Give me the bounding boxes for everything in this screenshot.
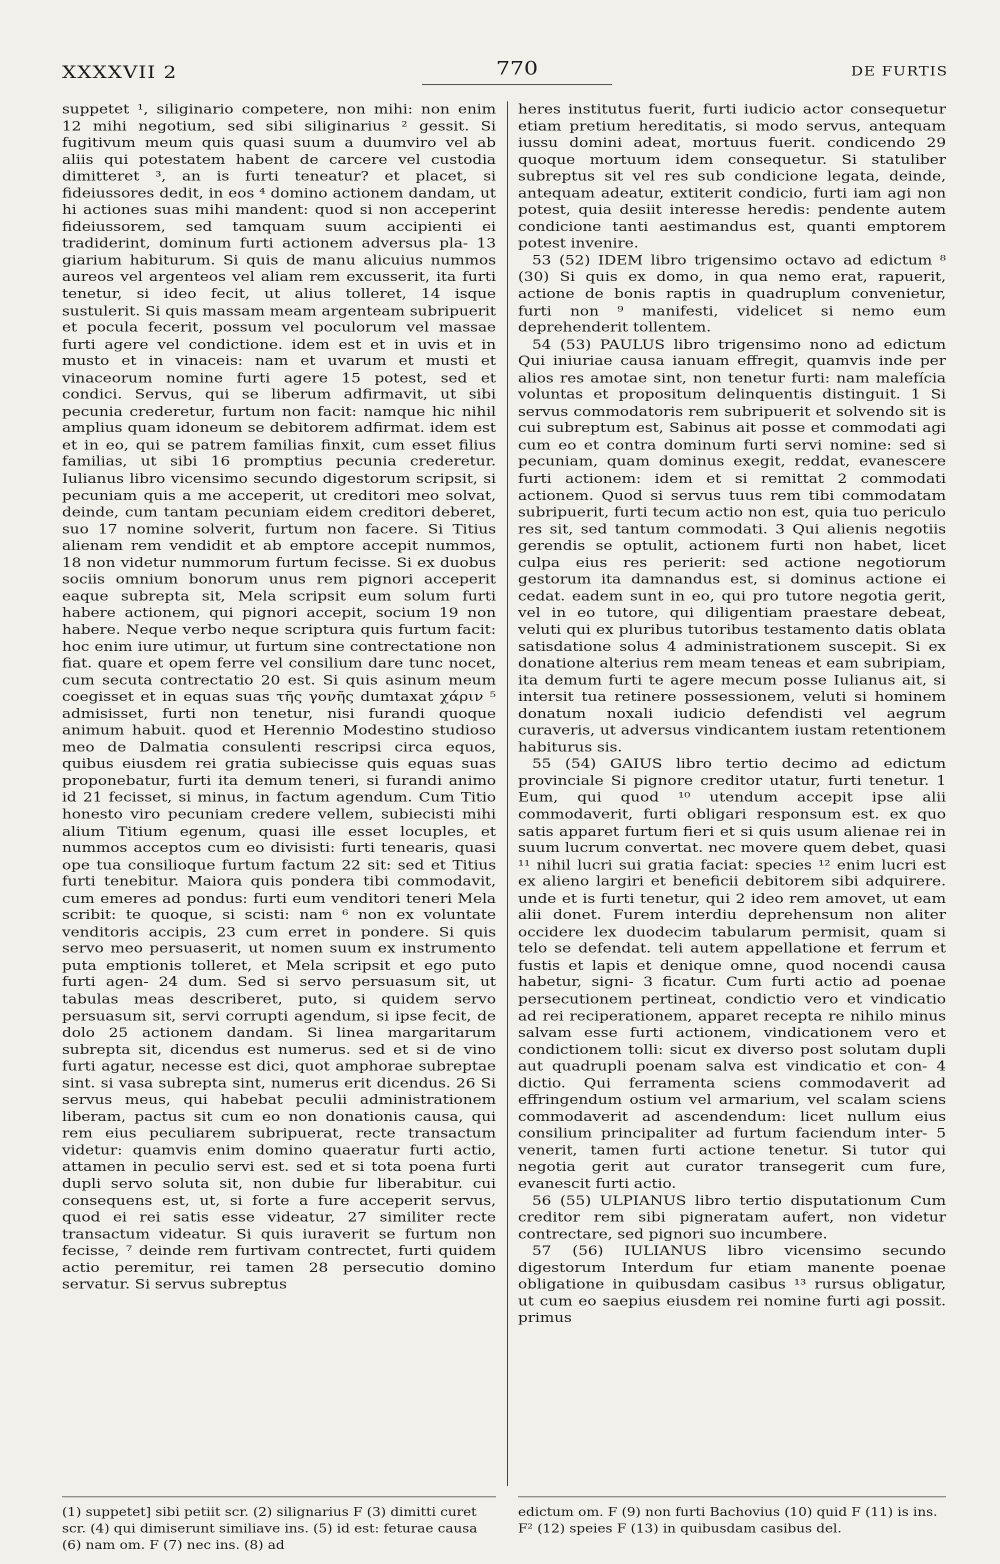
left-column-text: suppetet ¹, siliginario competere, non mihi: non enim 12 mihi negotium, sed sibi siliginarius ² gessit. Si fugitivum meum quis quasi suum a duumviro vel ab aliis qui potestatem habent de carcere vel custodia dimitteret ³, an is furti teneatur? et placet, si fideiussores dedit, in eos ⁴ domino actionem dandam, ut hi actiones suas mihi mandent: quod si non acceperint fideiussorem, sed tamquam suum accipienti ei tradiderint, dominum furti actionem adversus pla- 13 giarium habiturum. Si quis de manu alicuius nummos aureos vel argenteos vel aliam rem excusserit, ita furti tenetur, si ideo fecit, ut alius tolleret, 14 isque sustulerit. Si quis massam meam argenteam subripuerit et pocula fecerit, possum vel poculorum vel massae furti agere vel condictione. idem est et in uvis et in musto et in vinaceis: nam et uvarum et musti et vinaceorum nomine furti agere 15 potest, sed et condici. Servus, qui se liberum adfirmavit, ut sibi pecunia crederetur, furtum non facit: namque hic nihil amplius quam idoneum se debitorem adfirmat. idem est et in eo, qui se patrem familias finxit, cum esset filius familias, ut sibi 16 promptius pecunia crederetur. Iulianus libro vicensimo secundo digestorum scripsit, si pecuniam quis a me acceperit, ut creditori meo solvat, deinde, cum tantam pecuniam eidem creditori deberet, suo 17 nomine solverit, furtum non facere. Si Titius alienam rem vendidit et ab emptore accepit nummos, 18 non videtur nummorum furtum fecisse. Si ex duobus sociis omnium bonorum unus rem pignori acceperit eaque subrepta sit, Mela scripsit eum solum furti habere actionem, qui pignori accepit, socium 19 non habere. Neque verbo neque scriptura quis furtum facit: hoc enim iure utimur, ut furtum sine contrectatione non fiat. quare et opem ferre vel consilium dare tunc nocet, cum secuta contrectatio 20 est. Si quis asinum meum coegisset et in equas suas τῆς γονῆς dumtaxat χάριν ⁵ admisisset, furti non tenetur, nisi furandi quoque animum habuit. quod et Herennio Modestino studioso meo de Dalmatia consulenti rescripsi circa equos, quibus eiusdem rei gratia subiecisse quis equas suas proponebatur, furti ita demum teneri, si furandi animo id 21 fecisset, si minus, in factum agendum. Cum Titio honesto viro pecuniam credere vellem, subiecisti mihi alium Titium egenum, quasi ille esset locuples, et nummos acceptos cum eo divisisti: furti tenearis, quasi ope tua consilioque furtum factum 22 sit: sed et Titius furti tenebitur. Maiora quis pondera tibi commodavit, cum emeres ad pondus: furti eum venditori teneri Mela scribit: te quoque, si scisti: nam ⁶ non ex voluntate venditoris accipis, 23 cum erret in pondere. Si quis servo meo persuaserit, ut nomen suum ex instrumento puta emptionis tolleret, et Mela scripsit et ego puto furti agen- 24 dum. Sed si servo persuasum sit, ut tabulas meas describeret, puto, si quidem servo persuasum sit, servi corrupti agendum, si ipse fecit, de dolo 25 actionem dandam. Si linea margaritarum subrepta sit, dicendus est numerus. sed et si de vino furti agatur, necesse est dici, quot amphorae subreptae sint. si vasa subrepta sint, numerus erit dicendus. 26 Si servus meus, qui habebat peculii administrationem liberam, pactus sit cum eo non donationis causa, qui rem eius peculiarem subripuerat, recte transactum videtur: quamvis enim domino quaeratur furti actio, attamen in peculio servi est. sed et si tota poena furti dupli servo soluta sit, non dubie fur liberabitur. cui consequens est, ut, si forte a fure acceperit servus, quod ei rei satis esse videatur, 27 similiter recte transactum videatur. Si quis iuraverit se furtum non fecisse, ⁷ deinde rem furtivam contrectet, furti quidem actio peremitur, rei tamen 28 persecutio domino servatur. Si servus subreptus — [62, 101, 496, 1293]
footnote-rule-right — [518, 1496, 946, 1497]
left-column — [62, 101, 496, 1484]
footnotes-right: edictum om. F (9) non furti Bachovius (10) quid F (11) is ins. F² (12) speies F (13) in quibusdam casibus del. — [518, 1505, 938, 1536]
footnote-rule-left — [62, 1496, 496, 1497]
page-number: 770 — [496, 58, 538, 80]
column-divider — [507, 101, 508, 1486]
footnotes-left: (1) suppetet] sibi petiit scr. (2) silignarius F (3) dimitti curet scr. (4) qui dimiserunt similiave ins. (5) id est: feturae causa (6) nam om. F (7) nec ins. (8) ad — [62, 1505, 478, 1553]
right-column — [518, 101, 946, 1484]
running-title: DE FURTIS — [850, 63, 948, 80]
section-57: 57 (56) IULIANUS libro vicensimo secundo digestorum Interdum fur etiam manente poenae obligatione in quibusdam casibus ¹³ rursus obligatur, ut cum eo saepius eiusdem rei nomine furti agi possit. primus — [518, 1243, 946, 1326]
header-rule — [422, 84, 612, 85]
right-column-text-1: heres institutus fuerit, furti iudicio actor consequetur etiam pretium hereditatis, si modo servus, antequam iussu domini adeat, mortuus fuerit. condicendo 29 quoque mortuum idem consequetur. Si statuliber subreptus sit vel res sub condicione legata, deinde, antequam adeatur, extiterit condicio, furti iam agi non potest, quia desiit interesse heredis: pendente autem condicione tanti aestimandus est, quanti emptorem potest invenire. — [518, 101, 946, 252]
section-55: 55 (54) GAIUS libro tertio decimo ad edictum provinciale Si pignore creditor utatur, furti tenetur. 1 Eum, qui quod ¹⁰ utendum accepit ipse alii commodaverit, furti obligari responsum est. ex quo satis apparet furtum fieri et si quis usum alienae rei in suum lucrum convertat. nec movere quem debet, quasi ¹¹ nihil lucri sui gratia faciat: species ¹² enim lucri est ex alieno largiri et beneficii debitorem sibi adquirere. unde et is furti tenetur, qui 2 ideo rem amovet, ut eam alii donet. Furem interdiu deprehensum non aliter occidere lex duodecim tabularum permisit, quam si telo se defendat. teli autem appellatione et ferrum et fustis et lapis et denique omne, quod nocendi causa habetur, signi- 3 ficatur. Cum furti actio ad poenae persecutionem pertineat, condictio vero et vindicatio ad rei reciperationem, apparet recepta re nihilo minus salvam esse furti actionem, vindicationem vero et condictionem tolli: sicut ex diverso post solutam dupli aut quadrupli poenam salva est vindicatio et con- 4 dictio. Qui ferramenta sciens commodaverit ad effringendum ostium vel armarium, vel scalam sciens commodaverit ad ascendendum: licet nullum eius consilium principaliter ad furtum faciendum inter- 5 venerit, tamen furti actione tenetur. Si tutor qui negotia gerit aut curator transegerit cum fure, evanescit furti actio. — [518, 756, 946, 1192]
book-number: XXXXVII 2 — [62, 61, 178, 83]
section-56: 56 (55) ULPIANUS libro tertio disputationum Cum creditor rem sibi pigneratam aufert, non videtur contrectare, sed pignori suo incumbere. — [518, 1192, 946, 1242]
section-53: 53 (52) IDEM libro trigensimo octavo ad edictum ⁸ (30) Si quis ex domo, in qua nemo erat, rapuerit, actione de bonis raptis in quadruplum convenietur, furti non ⁹ manifesti, videlicet si nemo eum deprehenderit tollentem. — [518, 252, 946, 336]
section-54: 54 (53) PAULUS libro trigensimo nono ad edictum Qui iniuriae causa ianuam effregit, quamvis inde per alios res amotae sint, non tenetur furti: nam malefícia voluntas et propositum delinquentis distinguit. 1 Si servus commodatoris rem subripuerit et solvendo sit is cui subreptum est, Sabinus ait posse et commodati agi cum eo et contra dominum furti servi nomine: sed si pecuniam, quam dominus exegit, reddat, evanescere furti actionem: idem et si remittat 2 commodati actionem. Quod si servus tuus rem tibi commodatam subripuerit, furti tecum actio non est, quia tuo periculo res sit, sed tantum commodati. 3 Qui alienis negotiis gerendis se optulit, actionem furti non habet, licet culpa eius res perierit: sed actione negotiorum gestorum ita damnandus est, si dominus actione ei cedat. eadem sunt in eo, qui pro tutore negotia gerit, vel in eo tutore, qui diligentiam praestare debeat, veluti qui ex pluribus tutoribus testamento datis oblata satisdatione solus 4 administrationem suscepit. Si ex donatione alterius rem meam teneas et eam subripiam, ita demum furti te agere mecum posse Iulianus ait, si intersit tua retinere possessionem, veluti si hominem donatum noxali iudicio defendisti vel aegrum curaveris, ut adversus vindicantem iustam retentionem habiturus sis. — [518, 336, 946, 755]
page-header — [62, 53, 948, 87]
